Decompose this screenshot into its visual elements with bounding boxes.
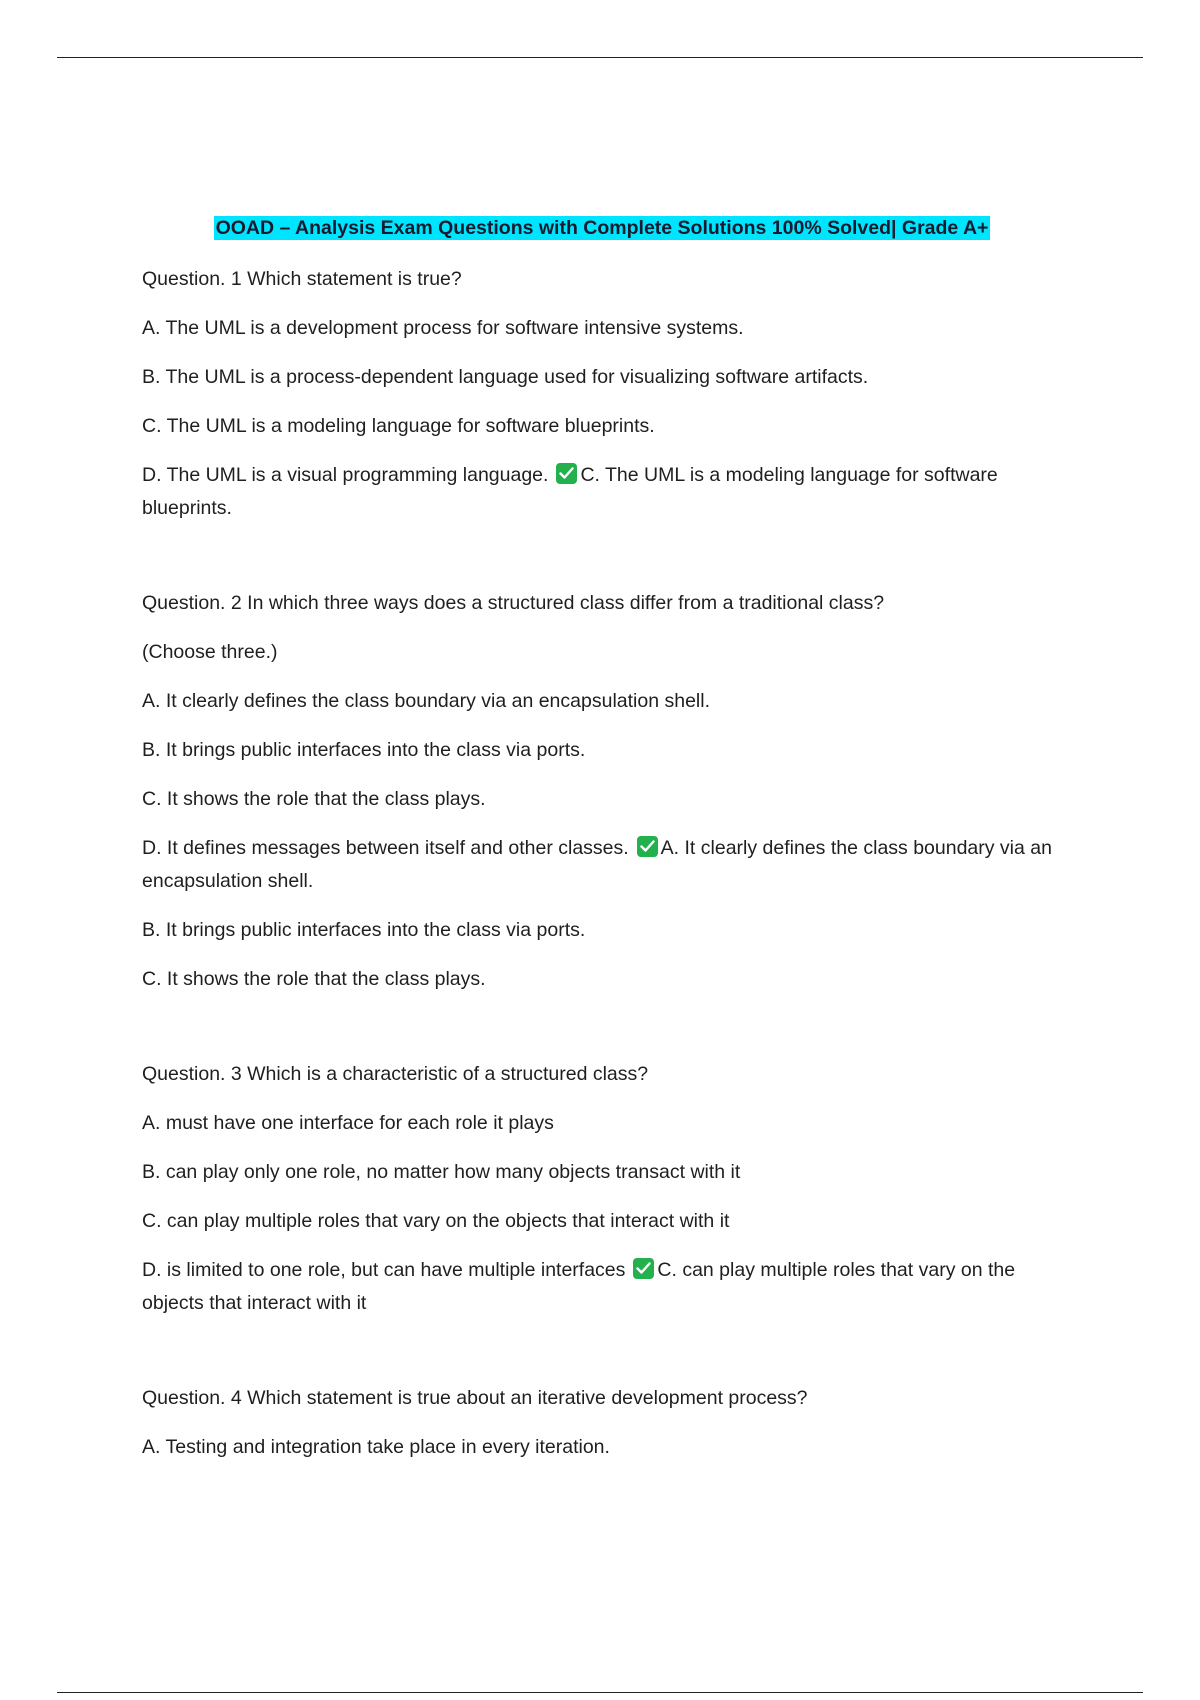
green-checkmark-icon [556, 463, 577, 484]
option-d-with-answer [142, 832, 1062, 898]
question-3 [142, 1058, 1062, 1320]
top-rule [57, 57, 1143, 58]
option-a: A. The UML is a development process for software intensive systems. [142, 317, 744, 339]
bottom-rule [57, 1692, 1143, 1693]
option-a: A. It clearly defines the class boundary via an encapsulation shell. [142, 690, 710, 712]
option-b: B. The UML is a process-dependent language used for visualizing software artifacts. [142, 366, 869, 388]
option-a: A. Testing and integration take place in every iteration. [142, 1436, 610, 1458]
option-c: C. The UML is a modeling language for software blueprints. [142, 415, 655, 437]
option-d: D. The UML is a visual programming language. [142, 464, 549, 486]
option-a: A. must have one interface for each role it plays [142, 1112, 554, 1134]
question-spacer [142, 541, 1062, 587]
question-2 [142, 587, 1062, 996]
question-4 [142, 1382, 1062, 1464]
option-b: B. It brings public interfaces into the class via ports. [142, 739, 586, 761]
option-c: C. can play multiple roles that vary on the objects that interact with it [142, 1210, 730, 1232]
answer-text: C. can play multiple roles that vary on the objects that interact with it [142, 1259, 1016, 1314]
document-page [142, 213, 1062, 1480]
question-prompt: Question. 3 Which is a characteristic of a structured class? [142, 1063, 649, 1085]
option-b: B. can play only one role, no matter how many objects transact with it [142, 1161, 741, 1183]
question-spacer [142, 1012, 1062, 1058]
question-1 [142, 263, 1062, 525]
green-checkmark-icon [637, 836, 658, 857]
question-prompt: Question. 4 Which statement is true about an iterative development process? [142, 1387, 808, 1409]
question-spacer [142, 1336, 1062, 1382]
answer-text: B. It brings public interfaces into the class via ports. [142, 919, 586, 941]
green-checkmark-icon [633, 1258, 654, 1279]
option-c: C. It shows the role that the class plays. [142, 788, 486, 810]
document-title [142, 213, 1062, 243]
option-d: D. is limited to one role, but can have multiple interfaces [142, 1259, 626, 1281]
option-d: D. It defines messages between itself and other classes. [142, 837, 629, 859]
option-d-with-answer [142, 1254, 1062, 1320]
answer-text: C. It shows the role that the class plays. [142, 968, 486, 990]
option-d-with-answer [142, 459, 1062, 525]
answer-text: C. The UML is a modeling language for software blueprints. [142, 464, 998, 519]
question-prompt: Question. 2 In which three ways does a structured class differ from a traditional class? [142, 592, 885, 614]
document-title-text: OOAD – Analysis Exam Questions with Complete Solutions 100% Solved| Grade A+ [215, 217, 989, 239]
question-note: (Choose three.) [142, 641, 278, 663]
answer-text: A. It clearly defines the class boundary via an encapsulation shell. [142, 837, 1052, 892]
question-prompt: Question. 1 Which statement is true? [142, 268, 462, 290]
